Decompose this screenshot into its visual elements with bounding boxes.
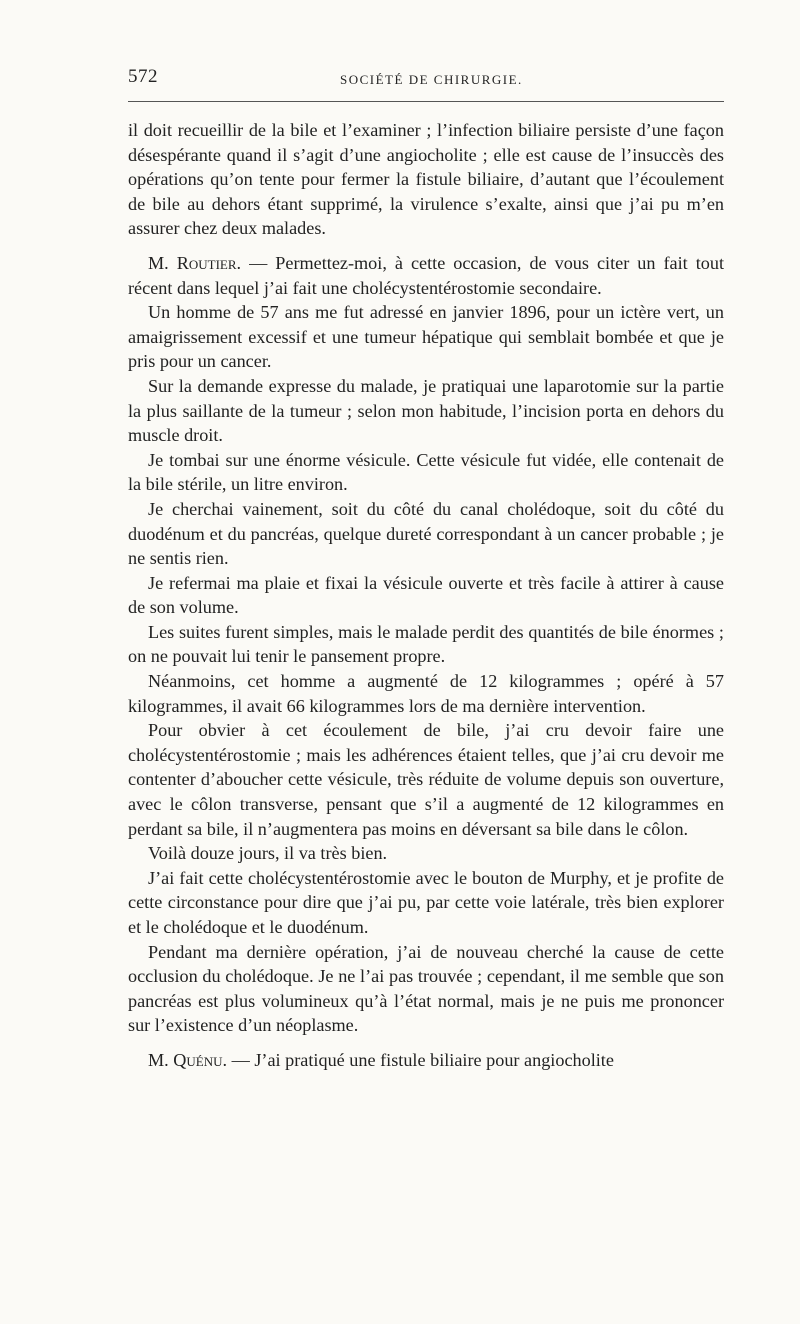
- paragraph: Néanmoins, cet homme a augmenté de 12 kilogrammes ; opéré à 57 kilogrammes, il avait 66 kilogrammes lors de ma dernière intervention.: [128, 671, 724, 716]
- paragraph: Je tombai sur une énorme vésicule. Cette vésicule fut vidée, elle contenait de la bile stérile, un litre environ.: [128, 449, 724, 495]
- paragraph: M. Routier. — Permettez-moi, à cette occasion, de vous citer un fait tout récent dans lequel j’ai fait une cholécystentérostomie secondaire.: [128, 252, 724, 298]
- body-text: [128, 118, 724, 1073]
- paragraph: Je refermai ma plaie et fixai la vésicule ouverte et très facile à attirer à cause de son volume.: [128, 572, 724, 618]
- paragraph: Je cherchai vainement, soit du côté du canal cholédoque, soit du côté du duodénum et du pancréas, quelque dureté correspondant à un cancer probable ; je ne sentis rien.: [128, 498, 724, 569]
- paragraph: Pendant ma dernière opération, j’ai de nouveau cherché la cause de cette occlusion du cholédoque. Je ne l’ai pas trouvée ; cependant, il me semble que son pancréas est plus volumineux qu’à l’état normal, mais je ne puis me prononcer sur l’existence d’un néoplasme.: [128, 941, 724, 1036]
- paragraph: Les suites furent simples, mais le malade perdit des quantités de bile énormes ; on ne pouvait lui tenir le pansement propre.: [128, 621, 724, 667]
- paragraph: Pour obvier à cet écoulement de bile, j’ai cru devoir faire une cholécystentérostomie ; mais les adhérences étaient telles, que j’ai cru devoir me contenter d’aboucher cette vésicule, très réduite de volume depuis son ouverture, avec le côlon transverse, pensant que s’il a augmenté de 12 kilogrammes en perdant sa bile, il n’augmentera pas moins en déversant sa bile dans le côlon.: [128, 720, 724, 839]
- header-rule: [128, 101, 724, 102]
- paragraph: J’ai fait cette cholécystentérostomie avec le bouton de Murphy, et je profite de cette circonstance pour dire que j’ai pu, par cette voie latérale, très bien explorer et le cholédoque et le duodénum.: [128, 867, 724, 937]
- speaker-name: M. Quénu.: [148, 1049, 228, 1070]
- speaker-name: M. Routier.: [148, 252, 242, 273]
- paragraph: Voilà douze jours, il va très bien.: [148, 843, 388, 864]
- paragraph: Sur la demande expresse du malade, je pratiquai une laparotomie sur la partie la plus saillante de la tumeur ; selon mon habitude, l’incision porta en dehors du muscle droit.: [128, 375, 724, 446]
- running-title: SOCIÉTÉ DE CHIRURGIE.: [340, 72, 523, 87]
- page-header: [128, 66, 724, 96]
- paragraph: M. Quénu. — J’ai pratiqué une fistule biliaire pour angiocholite: [148, 1049, 614, 1070]
- page-number: 572: [128, 66, 158, 87]
- paragraph: Un homme de 57 ans me fut adressé en janvier 1896, pour un ictère vert, un amaigrissement excessif et une tumeur hépatique qui semblait bombée et que je pris pour un cancer.: [128, 302, 724, 372]
- paragraph: il doit recueillir de la bile et l’examiner ; l’infection biliaire persiste d’une façon désespérante quand il s’agit d’une angiocholite ; elle est cause de l’insuccès des opérations qu’on tente pour fermer la fistule biliaire, d’autant que l’écoulement de bile au dehors étant supprimé, la virulence s’exalte, ainsi que j’ai pu m’en assurer chez deux malades.: [128, 120, 724, 239]
